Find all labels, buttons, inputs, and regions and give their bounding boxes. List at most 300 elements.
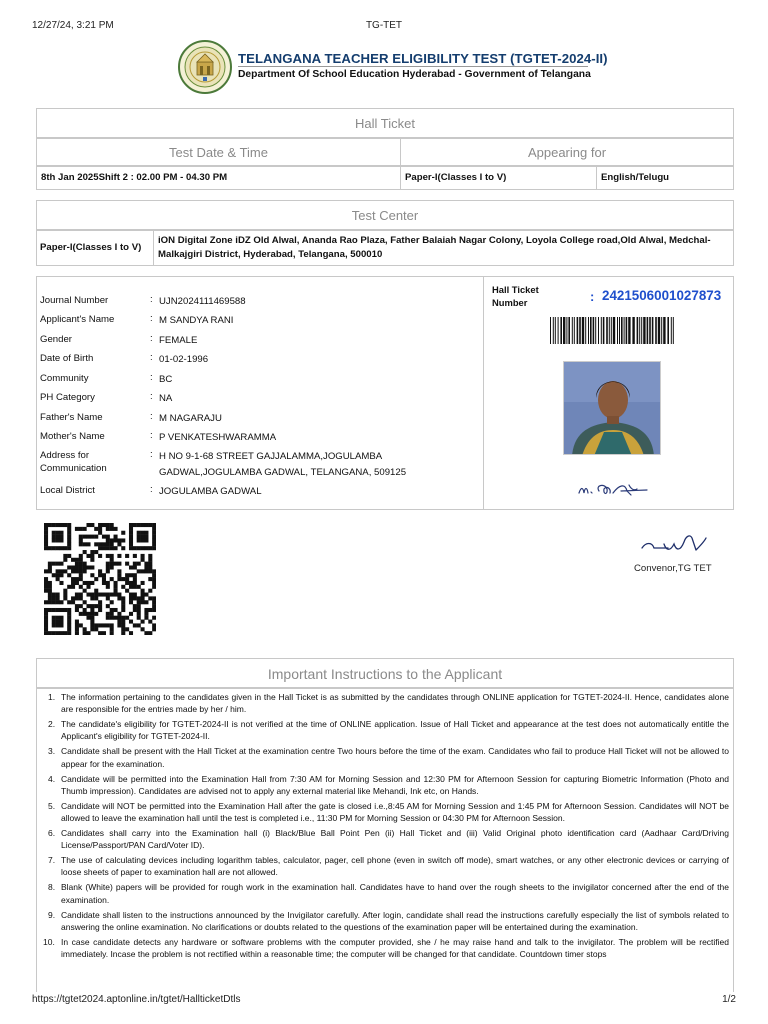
barcode-bar xyxy=(603,317,605,344)
qr-module xyxy=(75,627,79,631)
instruction-item: 9. Candidate shall listen to the instructions announced by the Invigilator carefully. After login, candidate shall read the instructions carefully especially the list of symbols related to answering the online examination. No clarifications or doubts related to the questions of the examination paper will be entertained during the examination. xyxy=(48,909,729,932)
qr-module xyxy=(117,612,121,616)
qr-module xyxy=(67,538,71,542)
qr-module xyxy=(52,538,56,542)
barcode-bar xyxy=(661,317,662,344)
qr-module xyxy=(83,600,87,604)
qr-module xyxy=(75,569,79,573)
qr-module xyxy=(56,616,60,620)
qr-module xyxy=(52,535,56,539)
qr-module xyxy=(94,623,98,627)
qr-module xyxy=(137,623,141,627)
barcode-bar xyxy=(574,317,575,344)
qr-module xyxy=(129,596,133,600)
print-header xyxy=(32,20,736,34)
qr-module xyxy=(83,612,87,616)
qr-module xyxy=(79,577,83,581)
qr-module xyxy=(137,600,141,604)
qr-module xyxy=(75,527,79,531)
qr-module xyxy=(48,565,52,569)
field-value: 01-02-1996 xyxy=(159,354,209,365)
qr-module xyxy=(52,608,56,612)
qr-module xyxy=(144,535,148,539)
qr-module xyxy=(52,623,56,627)
qr-module xyxy=(94,593,98,597)
qr-module xyxy=(141,546,145,550)
field-value: FEMALE xyxy=(159,335,198,346)
instruction-item: 6. Candidates shall carry into the Examination hall (i) Black/Blue Ball Point Pen (ii) Hall Ticket and (iii) Valid Original photo identification card (Aadhaar Card/Driving License/Passport/PAN Card/Voter ID). xyxy=(48,827,729,851)
qr-module xyxy=(56,546,60,550)
instruction-item: 7. The use of calculating devices including logarithm tables, calculator, pager, cell phone (even in switch off mode), smart watches, or any other electronic devices or carrying of loose sheets of paper to examination hall are not allowed. xyxy=(48,855,729,878)
qr-module xyxy=(121,623,125,627)
brand-header xyxy=(178,38,608,98)
qr-module xyxy=(90,620,94,624)
qr-module xyxy=(117,573,121,577)
qr-module xyxy=(152,527,156,531)
qr-module xyxy=(90,581,94,585)
qr-module xyxy=(56,535,60,539)
qr-module xyxy=(148,577,152,581)
qr-module xyxy=(102,593,106,597)
qr-module xyxy=(137,608,141,612)
hall-ticket-title-row xyxy=(36,108,734,138)
qr-module xyxy=(144,546,148,550)
qr-module xyxy=(59,562,63,566)
qr-module xyxy=(67,627,71,631)
qr-module xyxy=(152,596,156,600)
qr-module xyxy=(98,623,102,627)
qr-module xyxy=(102,631,106,635)
qr-module xyxy=(98,542,102,546)
details-divider xyxy=(483,277,484,509)
qr-code xyxy=(44,523,156,635)
qr-module xyxy=(67,585,71,589)
qr-module xyxy=(98,608,102,612)
qr-module xyxy=(48,608,52,612)
telangana-emblem-icon xyxy=(178,40,232,94)
qr-module xyxy=(141,558,145,562)
qr-module xyxy=(141,523,145,527)
qr-module xyxy=(98,573,102,577)
barcode-bar xyxy=(671,317,672,344)
qr-module xyxy=(90,612,94,616)
qr-module xyxy=(79,596,83,600)
barcode-bar xyxy=(566,317,567,344)
barcode-bar xyxy=(611,317,612,344)
qr-module xyxy=(71,581,75,585)
qr-module xyxy=(71,569,75,573)
qr-module xyxy=(121,600,125,604)
candidate-signature xyxy=(577,477,659,501)
qr-module xyxy=(121,538,125,542)
field-label: Address for Communication xyxy=(40,450,107,474)
qr-module xyxy=(106,623,110,627)
print-doc-title: TG-TET xyxy=(365,20,403,31)
qr-module xyxy=(110,527,114,531)
qr-module xyxy=(152,523,156,527)
test-date-value-row xyxy=(36,166,734,190)
qr-module xyxy=(90,604,94,608)
field-value: UJN2024111469588 xyxy=(159,296,246,307)
qr-module xyxy=(121,531,125,535)
qr-module xyxy=(52,523,56,527)
qr-module xyxy=(79,623,83,627)
barcode-bar xyxy=(560,317,562,344)
qr-module xyxy=(137,585,141,589)
qr-module xyxy=(129,565,133,569)
barcode-bar xyxy=(628,317,630,344)
qr-module xyxy=(141,627,145,631)
barcode-bar xyxy=(593,317,595,344)
barcode-bar xyxy=(637,317,639,344)
qr-module xyxy=(98,527,102,531)
qr-module xyxy=(79,585,83,589)
qr-module xyxy=(133,596,137,600)
qr-module xyxy=(56,531,60,535)
qr-module xyxy=(48,631,52,635)
qr-module xyxy=(48,593,52,597)
qr-module xyxy=(59,535,63,539)
qr-module xyxy=(59,608,63,612)
field-value: NA xyxy=(159,393,173,404)
qr-module xyxy=(63,569,67,573)
brand-divider xyxy=(238,66,588,67)
qr-module xyxy=(152,573,156,577)
qr-module xyxy=(94,535,98,539)
qr-module xyxy=(98,569,102,573)
qr-module xyxy=(52,620,56,624)
qr-module xyxy=(117,616,121,620)
qr-module xyxy=(152,600,156,604)
qr-module xyxy=(125,573,129,577)
qr-module xyxy=(63,558,67,562)
qr-module xyxy=(137,535,141,539)
qr-module xyxy=(110,558,114,562)
qr-module xyxy=(129,531,133,535)
qr-module xyxy=(94,577,98,581)
qr-module xyxy=(44,538,48,542)
qr-module xyxy=(129,527,133,531)
qr-module xyxy=(44,546,48,550)
qr-module xyxy=(83,627,87,631)
qr-module xyxy=(83,562,87,566)
qr-module xyxy=(148,546,152,550)
qr-module xyxy=(56,569,60,573)
qr-module xyxy=(110,600,114,604)
qr-module xyxy=(90,593,94,597)
qr-module xyxy=(125,589,129,593)
qr-module xyxy=(56,620,60,624)
qr-module xyxy=(48,569,52,573)
qr-module xyxy=(125,581,129,585)
qr-module xyxy=(125,627,129,631)
qr-module xyxy=(63,608,67,612)
qr-module xyxy=(94,627,98,631)
qr-module xyxy=(133,523,137,527)
qr-module xyxy=(117,596,121,600)
print-footer xyxy=(32,994,736,1008)
qr-module xyxy=(110,616,114,620)
qr-module xyxy=(86,604,90,608)
qr-module xyxy=(141,581,145,585)
qr-module xyxy=(59,538,63,542)
qr-module xyxy=(148,562,152,566)
qr-module xyxy=(63,589,67,593)
qr-module xyxy=(102,546,106,550)
qr-module xyxy=(110,565,114,569)
qr-module xyxy=(75,565,79,569)
qr-module xyxy=(137,562,141,566)
barcode-bar xyxy=(652,317,654,344)
qr-module xyxy=(106,569,110,573)
qr-module xyxy=(133,565,137,569)
qr-module xyxy=(129,542,133,546)
barcode-bar xyxy=(563,317,565,344)
qr-module xyxy=(71,577,75,581)
qr-module xyxy=(129,538,133,542)
qr-module xyxy=(44,523,48,527)
field-label: Mother's Name xyxy=(40,431,105,442)
qr-module xyxy=(141,538,145,542)
qr-module xyxy=(148,554,152,558)
qr-module xyxy=(137,604,141,608)
qr-module xyxy=(59,581,63,585)
barcode-bar xyxy=(588,317,589,344)
qr-module xyxy=(52,600,56,604)
qr-module xyxy=(106,546,110,550)
qr-module xyxy=(79,612,83,616)
qr-module xyxy=(90,627,94,631)
field-label: PH Category xyxy=(40,392,95,403)
qr-module xyxy=(133,604,137,608)
qr-module xyxy=(67,623,71,627)
qr-module xyxy=(102,573,106,577)
qr-module xyxy=(106,542,110,546)
qr-module xyxy=(59,620,63,624)
qr-module xyxy=(133,546,137,550)
qr-module xyxy=(144,531,148,535)
qr-module xyxy=(79,538,83,542)
qr-module xyxy=(98,593,102,597)
field-value: M SANDYA RANI xyxy=(159,315,234,326)
qr-module xyxy=(75,620,79,624)
barcode-bar xyxy=(613,317,615,344)
qr-module xyxy=(106,604,110,608)
barcode-bar xyxy=(568,317,570,344)
qr-module xyxy=(75,623,79,627)
barcode-bar xyxy=(579,317,581,344)
qr-module xyxy=(141,569,145,573)
instruction-item: 5. Candidate will NOT be permitted into the Examination Hall after the gate is closed i.e.,8:45 AM for Morning Session and 1:45 PM for Afternoon Session. Candidates will NOT be allowed to leave the examination hall until the test is completed i.e., 11:30 PM for Morning Session or 04:30 PM for Afternoon Session. xyxy=(48,800,729,824)
qr-module xyxy=(137,546,141,550)
qr-module xyxy=(114,538,118,542)
barcode-bar xyxy=(624,317,625,344)
qr-module xyxy=(83,589,87,593)
qr-module xyxy=(110,554,114,558)
qr-module xyxy=(79,573,83,577)
qr-module xyxy=(114,535,118,539)
qr-module xyxy=(59,623,63,627)
qr-module xyxy=(121,620,125,624)
qr-module xyxy=(137,596,141,600)
barcode-bar xyxy=(617,317,618,344)
qr-module xyxy=(110,631,114,635)
qr-module xyxy=(56,600,60,604)
field-label: Date of Birth xyxy=(40,353,94,364)
barcode-bar xyxy=(639,317,640,344)
qr-module xyxy=(90,535,94,539)
test-date-header: Test Date & Time xyxy=(37,139,401,167)
barcode-bar xyxy=(590,317,592,344)
qr-module xyxy=(144,538,148,542)
qr-module xyxy=(75,631,79,635)
qr-module xyxy=(44,581,48,585)
qr-module xyxy=(75,558,79,562)
qr-module xyxy=(152,531,156,535)
qr-module xyxy=(56,573,60,577)
barcode-bar xyxy=(577,317,579,344)
test-center-row xyxy=(36,230,734,266)
test-date-header-row xyxy=(36,138,734,166)
qr-module xyxy=(152,577,156,581)
qr-module xyxy=(79,562,83,566)
qr-module xyxy=(44,589,48,593)
barcode-bar xyxy=(558,317,559,344)
qr-module xyxy=(67,573,71,577)
barcode-bar xyxy=(658,317,660,344)
qr-module xyxy=(137,569,141,573)
qr-module xyxy=(44,608,48,612)
qr-module xyxy=(141,554,145,558)
qr-module xyxy=(59,569,63,573)
qr-module xyxy=(52,531,56,535)
barcode-bar xyxy=(601,317,602,344)
barcode-bar xyxy=(595,317,596,344)
barcode-bar xyxy=(555,317,556,344)
qr-module xyxy=(79,593,83,597)
qr-module xyxy=(44,600,48,604)
qr-module xyxy=(67,554,71,558)
qr-module xyxy=(133,573,137,577)
qr-module xyxy=(102,581,106,585)
qr-module xyxy=(83,550,87,554)
test-center-paper: Paper-I(Classes I to V) xyxy=(37,231,154,265)
field-label: Local District xyxy=(40,485,95,496)
qr-module xyxy=(75,604,79,608)
qr-module xyxy=(94,527,98,531)
qr-module xyxy=(86,535,90,539)
barcode-bar xyxy=(667,317,669,344)
qr-module xyxy=(114,581,118,585)
qr-module xyxy=(106,581,110,585)
qr-module xyxy=(144,608,148,612)
qr-module xyxy=(106,612,110,616)
qr-module xyxy=(59,546,63,550)
qr-module xyxy=(152,627,156,631)
qr-module xyxy=(48,562,52,566)
qr-module xyxy=(110,627,114,631)
qr-module xyxy=(56,538,60,542)
qr-module xyxy=(137,531,141,535)
qr-module xyxy=(94,589,98,593)
qr-module xyxy=(44,631,48,635)
qr-module xyxy=(110,538,114,542)
qr-module xyxy=(86,542,90,546)
qr-module xyxy=(144,565,148,569)
qr-module xyxy=(86,616,90,620)
qr-module xyxy=(110,612,114,616)
qr-module xyxy=(102,523,106,527)
qr-module xyxy=(144,631,148,635)
qr-module xyxy=(129,535,133,539)
field-value: H NO 9-1-68 STREET GAJJALAMMA,JOGULAMBA GADWAL,JOGULAMBA GADWAL, TELANGANA, 509125 xyxy=(159,451,407,478)
qr-module xyxy=(133,608,137,612)
qr-module xyxy=(148,558,152,562)
qr-module xyxy=(56,608,60,612)
barcode-bar xyxy=(609,317,610,344)
qr-module xyxy=(86,523,90,527)
exam-title: TELANGANA TEACHER ELIGIBILITY TEST (TGTET-2024-II) xyxy=(238,51,608,66)
hall-ticket-number: 2421506001027873 xyxy=(602,288,722,303)
qr-module xyxy=(90,565,94,569)
qr-module xyxy=(110,562,114,566)
instruction-item: 8. Blank (White) papers will be provided for rough work in the examination hall. Candidates have to hand over the rough sheets to the invigilator concerned after the end of the examination. xyxy=(48,882,729,905)
qr-module xyxy=(44,542,48,546)
qr-module xyxy=(106,596,110,600)
qr-module xyxy=(71,600,75,604)
qr-module xyxy=(152,569,156,573)
qr-module xyxy=(152,623,156,627)
qr-module xyxy=(44,535,48,539)
qr-module xyxy=(152,616,156,620)
instruction-item: 1. The information pertaining to the candidates given in the Hall Ticket is as submitted by the candidates through ONLINE application for TGTET-2024-II. Hence, candidates alone are responsible for the entries made by her / him. xyxy=(48,692,729,715)
qr-module xyxy=(106,585,110,589)
instructions-title-row xyxy=(36,658,734,688)
qr-module xyxy=(102,577,106,581)
qr-module xyxy=(141,600,145,604)
qr-module xyxy=(44,527,48,531)
instruction-item: 4. Candidate will be permitted into the Examination Hall from 7:30 AM for Morning Session and 12:30 PM for Afternoon Session for capturing Biometric Information (Photo and Thumb impression). Candidates are advised not to apply any external material like Mehandi, Ink etc, on Hands. xyxy=(48,773,729,796)
qr-module xyxy=(44,585,48,589)
qr-module xyxy=(148,589,152,593)
barcode-bar xyxy=(619,317,620,344)
qr-module xyxy=(106,562,110,566)
qr-module xyxy=(117,538,121,542)
barcode-bar xyxy=(598,317,599,344)
qr-module xyxy=(59,573,63,577)
qr-module xyxy=(94,596,98,600)
convenor-label: Convenor,TG TET xyxy=(634,563,712,574)
barcode-bar xyxy=(553,317,554,344)
qr-module xyxy=(129,612,133,616)
qr-module xyxy=(144,612,148,616)
qr-module xyxy=(44,627,48,631)
qr-module xyxy=(86,554,90,558)
qr-module xyxy=(148,569,152,573)
convenor-signature xyxy=(638,530,708,556)
qr-module xyxy=(44,620,48,624)
barcode-bar xyxy=(572,317,573,344)
qr-module xyxy=(48,546,52,550)
qr-module xyxy=(121,604,125,608)
qr-module xyxy=(67,608,71,612)
qr-module xyxy=(90,596,94,600)
qr-module xyxy=(152,546,156,550)
qr-module xyxy=(67,612,71,616)
qr-module xyxy=(141,531,145,535)
qr-module xyxy=(117,542,121,546)
qr-module xyxy=(48,589,52,593)
